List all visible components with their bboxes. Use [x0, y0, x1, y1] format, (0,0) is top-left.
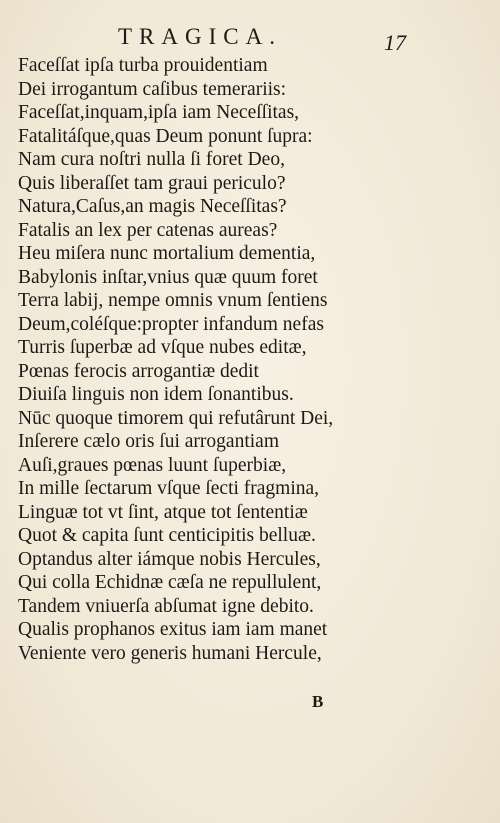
verse-line: Qualis prophanos exitus iam iam manet	[18, 619, 328, 640]
verse-line: Nam cura noſtri nulla ſi foret Deo,	[18, 149, 285, 170]
verse-line: Auſi,graues pœnas luunt ſuperbiæ,	[18, 454, 287, 476]
verse-line: Terra labij, nempe omnis vnum ſentiens	[18, 290, 328, 311]
verse-line: Linguæ tot vt ſint, atque tot ſententiæ	[18, 501, 308, 523]
page-number: 17	[384, 30, 406, 55]
verse-line: Inſerere cælo oris ſui arrogantiam	[18, 431, 279, 452]
verse-line: Babylonis inſtar,vnius quæ quum foret	[18, 266, 318, 288]
verse-line: Heu miſera nunc mortalium dementia,	[18, 243, 316, 264]
page-header	[0, 24, 500, 56]
verse-line: Qui colla Echidnæ cæſa ne repullulent,	[18, 572, 322, 593]
verse-text	[18, 54, 398, 665]
running-head: TRAGICA.	[118, 24, 282, 49]
verse-line: Deum,coléſque:propter infandum nefas	[18, 313, 324, 335]
verse-line: Veniente vero generis humani Hercule,	[18, 642, 322, 664]
verse-line: Quis liberaſſet tam graui periculo?	[18, 172, 286, 194]
verse-line: Fatalitáſque,quas Deum ponunt ſupra:	[18, 125, 313, 147]
verse-line: Faceſſat ipſa turba prouidentiam	[18, 55, 268, 76]
verse-line: In mille ſectarum vſque ſecti fragmina,	[18, 478, 320, 499]
verse-line: Turris ſuperbæ ad vſque nubes editæ,	[18, 337, 307, 358]
verse-line: Fatalis an lex per catenas aureas?	[18, 219, 278, 241]
verse-line: Diuiſa linguis non idem ſonantibus.	[18, 384, 294, 405]
verse-line: Pœnas ferocis arrogantiæ dedit	[18, 360, 259, 382]
signature-mark: B	[312, 692, 324, 711]
verse-line: Natura,Caſus,an magis Neceſſitas?	[18, 196, 287, 217]
verse-line: Optandus alter iámque nobis Hercules,	[18, 548, 321, 570]
verse-line: Tandem vniuerſa abſumat igne debito.	[18, 595, 314, 617]
verse-line: Nūc quoque timorem qui refutârunt Dei,	[18, 407, 334, 429]
verse-line: Faceſſat,inquam,ipſa iam Neceſſitas,	[18, 102, 300, 123]
verse-line: Quot & capita ſunt centicipitis belluæ.	[18, 525, 316, 546]
verse-line: Dei irrogantum caſibus temerariis:	[18, 78, 287, 100]
